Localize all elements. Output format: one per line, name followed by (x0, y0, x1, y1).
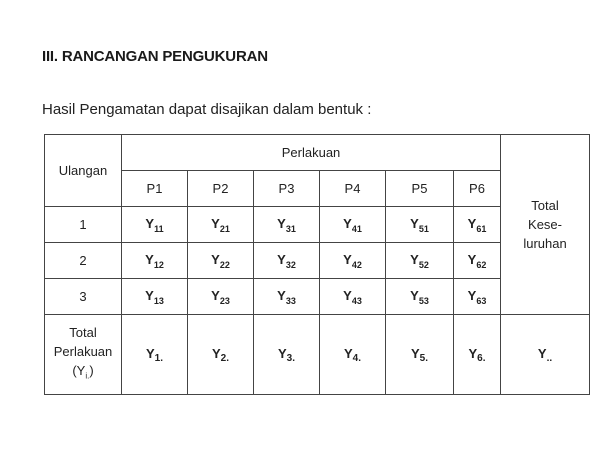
total-cell: $Y_{2.}$ (188, 315, 254, 395)
total-cell: $Y_{5.}$ (386, 315, 454, 395)
total-perlakuan-line: Perlakuan (53, 344, 113, 360)
data-cell: $Y_{51}$ (386, 207, 454, 243)
data-cell: $Y_{22}$ (188, 243, 254, 279)
total-keseluruhan-line: Total (531, 198, 559, 213)
row-label: 2 (45, 243, 122, 279)
grand-total-cell: $Y_{..}$ (501, 315, 590, 395)
ulangan-header: Ulangan (58, 163, 108, 178)
treatment-header: P1 (122, 171, 188, 207)
observation-table (44, 134, 590, 395)
total-perlakuan-symbol: $(Y_{i.})$ (72, 363, 94, 381)
intro-text: Hasil Pengamatan dapat disajikan dalam bentuk : (42, 101, 372, 118)
data-cell: $Y_{32}$ (254, 243, 320, 279)
data-cell: $Y_{63}$ (454, 279, 501, 315)
treatment-header: P2 (188, 171, 254, 207)
data-cell: $Y_{41}$ (320, 207, 386, 243)
total-keseluruhan-line: luruhan (523, 236, 567, 251)
row-label: 1 (45, 207, 122, 243)
perlakuan-header-cell (122, 135, 501, 171)
data-cell: $Y_{13}$ (122, 279, 188, 315)
treatment-header: P5 (386, 171, 454, 207)
total-cell: $Y_{3.}$ (254, 315, 320, 395)
data-cell: $Y_{11}$ (122, 207, 188, 243)
treatment-header: P3 (254, 171, 320, 207)
total-perlakuan-label-cell (45, 315, 122, 395)
data-cell: $Y_{53}$ (386, 279, 454, 315)
data-cell: $Y_{21}$ (188, 207, 254, 243)
treatment-header: P6 (454, 171, 501, 207)
total-keseluruhan-line: Kese- (528, 217, 562, 232)
data-cell: $Y_{23}$ (188, 279, 254, 315)
row-label: 3 (45, 279, 122, 315)
data-cell: $Y_{61}$ (454, 207, 501, 243)
data-cell: $Y_{62}$ (454, 243, 501, 279)
data-cell: $Y_{33}$ (254, 279, 320, 315)
data-cell: $Y_{52}$ (386, 243, 454, 279)
total-cell: $Y_{1.}$ (122, 315, 188, 395)
total-cell: $Y_{4.}$ (320, 315, 386, 395)
total-cell: $Y_{6.}$ (454, 315, 501, 395)
treatment-header: P4 (320, 171, 386, 207)
perlakuan-header: Perlakuan (281, 145, 341, 160)
data-cell: $Y_{12}$ (122, 243, 188, 279)
total-perlakuan-line: Total (69, 325, 97, 341)
section-heading: III. RANCANGAN PENGUKURAN (42, 48, 268, 65)
ulangan-header-cell (45, 135, 122, 207)
data-cell: $Y_{43}$ (320, 279, 386, 315)
data-cell: $Y_{42}$ (320, 243, 386, 279)
data-cell: $Y_{31}$ (254, 207, 320, 243)
total-row (45, 315, 590, 395)
total-keseluruhan-cell (501, 135, 590, 315)
